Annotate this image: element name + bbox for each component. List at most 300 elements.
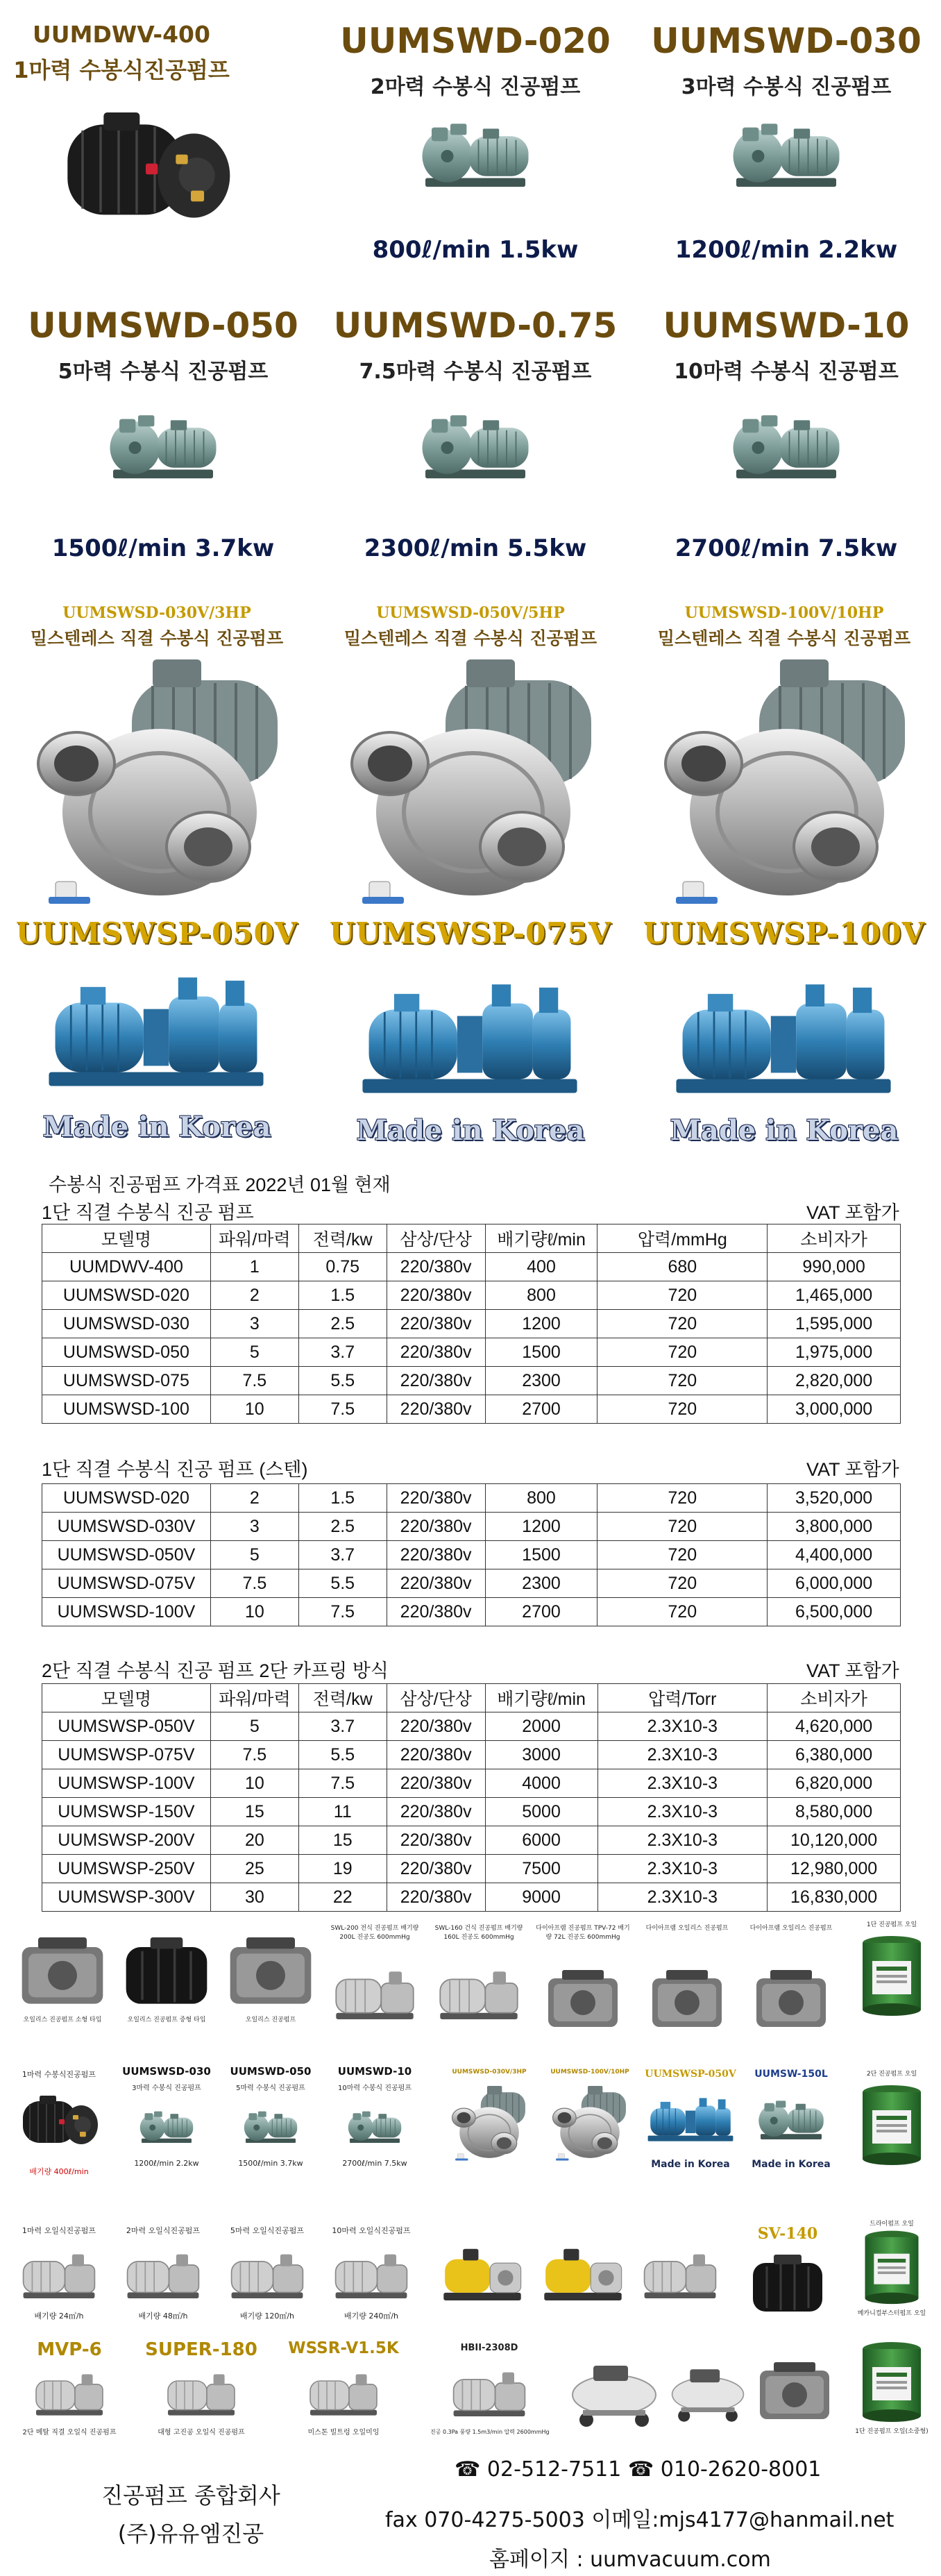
table-cell: 220/380v: [387, 1513, 485, 1541]
table-cell: 7.5: [210, 1367, 298, 1395]
catalog-label: 메카니컬부스터펌프 오일: [857, 2310, 926, 2317]
silver-pump-image: [434, 1958, 524, 2027]
table-cell: 3,800,000: [768, 1513, 901, 1541]
product-model: UUMSWD-030: [651, 21, 922, 61]
catalog-item[interactable]: [10, 2339, 128, 2443]
table-cell: 220/380v: [387, 1855, 485, 1883]
silver-pump-image[interactable]: [638, 2242, 722, 2305]
product-spec: 1500ℓ/min 3.7kw: [51, 534, 275, 562]
table-cell: 220/380v: [387, 1367, 485, 1395]
table-cell: UUMSWSP-150V: [42, 1798, 211, 1826]
catalog-item[interactable]: [14, 1930, 111, 2048]
col-power: 파워/마력: [210, 1224, 298, 1253]
catalog-item[interactable]: [285, 2339, 402, 2443]
table-cell: 1,975,000: [768, 1338, 901, 1367]
price-list-title: 수봉식 진공펌프 가격표 2022년 01월 현재: [49, 1175, 391, 1195]
catalog-item[interactable]: [118, 2221, 208, 2339]
catalog-label: HBII-2308D: [460, 2343, 518, 2353]
table-row: [42, 1598, 901, 1626]
table-cell: UUMSWSD-020: [42, 1281, 211, 1310]
table-cell: 15: [298, 1826, 387, 1855]
catalog-label: SV-140: [757, 2225, 818, 2243]
table-cell: 2.3X10-3: [597, 1741, 768, 1769]
table2-body: [42, 1484, 901, 1626]
oil-bucket-image: [857, 1933, 926, 2017]
table-cell: UUMSWSP-050V: [42, 1712, 211, 1741]
product-card-2[interactable]: [631, 14, 941, 292]
table-cell: 2.3X10-3: [597, 1798, 768, 1826]
table-cell: 2.5: [298, 1513, 387, 1541]
table-cell: 25: [210, 1855, 298, 1883]
two-stage-model: UUMSWSP-100V: [643, 916, 926, 950]
table-cell: 6,380,000: [768, 1741, 901, 1769]
product-model: UUMDWV-400: [33, 21, 210, 48]
table-cell: 5.5: [298, 1367, 387, 1395]
table-cell: UUMSWSD-075V: [42, 1569, 211, 1598]
table-cell: 1200: [485, 1310, 597, 1338]
catalog-label: WSSR-V1.5K: [288, 2339, 399, 2357]
blue-pump-image: [645, 2089, 736, 2152]
catalog-item[interactable]: [430, 1923, 527, 2048]
price-table-2: [42, 1483, 901, 1626]
table3-vat-label: VAT 포함가: [806, 1660, 899, 1681]
made-in-korea-label: Made in Korea: [42, 1111, 271, 1143]
catalog-item[interactable]: [534, 1923, 631, 2048]
product-model: UUMSWD-10: [663, 305, 910, 346]
table-cell: 720: [597, 1598, 768, 1626]
col-model: 모델명: [42, 1684, 211, 1712]
catalog-label: UUMSWSD-030V/3HP: [452, 2069, 527, 2076]
homepage-link[interactable]: 홈페이지 : uumvacuum.com: [489, 2548, 771, 2572]
table-cell: UUMSWSD-100: [42, 1395, 211, 1424]
stainless-model: UUMSWSD-050V/5HP: [376, 604, 565, 622]
table-row: [42, 1769, 901, 1798]
catalog-spec: 배기량 240㎥/h: [344, 2312, 399, 2321]
table-cell: 5: [210, 1712, 298, 1741]
table-row: [42, 1513, 901, 1541]
table-cell: 220/380v: [387, 1395, 485, 1424]
table-cell: 16,830,000: [768, 1883, 901, 1912]
product-card-4[interactable]: [319, 298, 631, 583]
table-cell: 5.5: [298, 1741, 387, 1769]
table-cell: 2.3X10-3: [597, 1712, 768, 1741]
col-price: 소비자가: [768, 1224, 901, 1253]
table-cell: 680: [597, 1253, 768, 1281]
product-spec: 2300ℓ/min 5.5kw: [364, 534, 587, 562]
product-card-0[interactable]: [7, 21, 271, 298]
catalog-label: 오일리스 진공펌프 중형 타입: [127, 2017, 206, 2023]
catalog-row-3: [0, 2221, 941, 2339]
catalog-item[interactable]: [430, 2339, 548, 2443]
product-desc: 3마력 수봉식 진공펌프: [681, 75, 892, 99]
price-table-1: [42, 1224, 901, 1424]
product-model: UUMSWD-0.75: [333, 305, 618, 346]
table-cell: 220/380v: [387, 1281, 485, 1310]
catalog-item[interactable]: [222, 2221, 312, 2339]
table-cell: 6,820,000: [768, 1769, 901, 1798]
catalog-item[interactable]: [847, 1919, 937, 2051]
table-cell: 220/380v: [387, 1310, 485, 1338]
teal-pump-image: [135, 2103, 198, 2152]
table-cell: 2.3X10-3: [597, 1826, 768, 1855]
table-cell: 0.75: [298, 1253, 387, 1281]
product-desc: 5마력 수봉식 진공펌프: [58, 360, 269, 384]
table-cell: 220/380v: [387, 1338, 485, 1367]
table-cell: 1,465,000: [768, 1281, 901, 1310]
grey-pump-image: [222, 1930, 319, 2013]
table-cell: 1.5: [298, 1281, 387, 1310]
teal-pump-image: [239, 2103, 302, 2152]
stainless-card-2[interactable]: [627, 604, 941, 923]
teal-pump-image: [724, 403, 849, 493]
silver-pump-image: [121, 2242, 205, 2305]
teal-pump-image: [413, 403, 538, 493]
table-cell: 220/380v: [387, 1769, 485, 1798]
stainless-pump-image: [451, 2082, 527, 2166]
catalog-sub: 5마력 수봉식 진공펌프: [236, 2085, 305, 2092]
silver-pump-image: [330, 2242, 413, 2305]
company-tagline: 진공펌프 종합회사: [101, 2482, 280, 2509]
table-row: [42, 1712, 901, 1741]
catalog-spec: 배기량 48㎥/h: [138, 2312, 188, 2321]
product-card-5[interactable]: [631, 298, 941, 583]
catalog-sub: 대형 고진공 오일식 진공펌프: [158, 2429, 245, 2436]
catalog-item[interactable]: [638, 1923, 736, 2048]
table-cell: 720: [597, 1395, 768, 1424]
table-cell: 2: [210, 1281, 298, 1310]
catalog-label: UUMSWSD-030: [122, 2065, 211, 2078]
oil-bucket-image: [857, 2228, 926, 2305]
two-stage-card-0[interactable]: [0, 916, 314, 1152]
table-cell: 220/380v: [387, 1598, 485, 1626]
table-row: [42, 1541, 901, 1569]
stainless-card-0[interactable]: [0, 604, 314, 923]
col-power: 파워/마력: [210, 1684, 298, 1712]
two-stage-model: UUMSWSP-050V: [15, 916, 298, 950]
col-phase: 삼상/단상: [387, 1684, 485, 1712]
catalog-item[interactable]: [14, 2221, 104, 2339]
catalog-item[interactable]: [847, 2339, 937, 2443]
catalog-item[interactable]: [121, 2065, 212, 2218]
product-desc: 1마력 수봉식진공펌프: [13, 57, 230, 83]
table-cell: 2300: [485, 1367, 597, 1395]
catalog-spec: 배기량 24㎥/h: [34, 2312, 84, 2321]
teal-pump-image: [344, 2103, 406, 2152]
table-cell: 10: [210, 1769, 298, 1798]
table-cell: 1500: [485, 1338, 597, 1367]
teal-pump-image: [413, 111, 538, 201]
table-row: [42, 1883, 901, 1912]
product-model: UUMSWD-050: [28, 305, 298, 346]
catalog-item[interactable]: [142, 2339, 260, 2443]
catalog-label: 10마력 오일식진공펌프: [332, 2226, 411, 2235]
table-cell: 12,980,000: [768, 1855, 901, 1883]
catalog-made: Made in Korea: [651, 2159, 730, 2170]
catalog-label: 1단 진공펌프 오일(소중형): [855, 2428, 929, 2435]
catalog-item[interactable]: [642, 2065, 739, 2218]
catalog-label: UUMSWD-050: [230, 2065, 312, 2078]
black-pump-image: [118, 1930, 215, 2013]
tank-pump-image[interactable]: [566, 2353, 663, 2430]
phone-numbers[interactable]: ☎ 02-512-7511 ☎ 010-2620-8001: [455, 2457, 822, 2482]
table-cell: 3: [210, 1513, 298, 1541]
stainless-pump-image: [334, 653, 612, 916]
teal-pump-image: [101, 403, 226, 493]
table-cell: 720: [597, 1338, 768, 1367]
table-cell: UUMSWSD-030V: [42, 1513, 211, 1541]
col-price: 소비자가: [768, 1684, 901, 1712]
catalog-spec: 2700ℓ/min 7.5kw: [342, 2159, 407, 2168]
catalog-item[interactable]: [14, 2065, 104, 2218]
catalog-label: 5마력 오일식진공펌프: [230, 2226, 305, 2235]
catalog-label: 2단 진공펌프 오일: [866, 2071, 917, 2078]
table-cell: 3.7: [298, 1541, 387, 1569]
catalog-label: SWL-200 전식 진공펌프 배기량 200L 진공도 600mmHg: [330, 1925, 419, 1941]
catalog-item[interactable]: [847, 2221, 937, 2339]
product-spec: 2700ℓ/min 7.5kw: [675, 534, 898, 562]
table-cell: 9000: [485, 1883, 597, 1912]
catalog-sub: 미스톤 빌트렁 오일미잉: [307, 2429, 380, 2436]
grey-pump-image: [645, 1964, 729, 2034]
silver-pump-image: [17, 2242, 101, 2305]
table-row: [42, 1484, 901, 1513]
yellow-pump-image[interactable]: [437, 2239, 527, 2308]
catalog-sub: 진공 0.3Pa 풍량 1.5m3/min 압력 2600mmHg: [430, 2429, 550, 2435]
table3-body: [42, 1712, 901, 1912]
catalog-item[interactable]: [743, 2065, 840, 2218]
table-cell: 4000: [485, 1769, 597, 1798]
table2-vat-label: VAT 포함가: [806, 1459, 899, 1480]
catalog-item[interactable]: [736, 2221, 840, 2339]
table-cell: UUMSWSD-030: [42, 1310, 211, 1338]
table-cell: 1,595,000: [768, 1310, 901, 1338]
catalog-item[interactable]: [326, 1923, 423, 2048]
table-cell: 7.5: [298, 1769, 387, 1798]
stainless-desc: 밀스텐레스 직결 수봉식 진공펌프: [30, 628, 284, 648]
table-cell: 220/380v: [387, 1798, 485, 1826]
catalog-label: 오일리스 진공펌프 소형 타입: [23, 2017, 102, 2023]
catalog-row-1: [0, 1916, 941, 2055]
table-cell: 2.3X10-3: [597, 1883, 768, 1912]
table-cell: 3.7: [298, 1712, 387, 1741]
catalog-label: UUMSWSD-100V/10HP: [550, 2069, 629, 2076]
table-cell: UUMSWSD-020: [42, 1484, 211, 1513]
table-row: [42, 1569, 901, 1598]
table-cell: 220/380v: [387, 1253, 485, 1281]
company-name: (주)유유엠진공: [117, 2520, 264, 2547]
catalog-item[interactable]: [545, 2069, 635, 2221]
table-cell: 6,000,000: [768, 1569, 901, 1598]
grey-pump-image: [14, 1930, 111, 2013]
table-cell: 7500: [485, 1855, 597, 1883]
table1-heading: 1단 직결 수봉식 진공 펌프: [42, 1202, 254, 1223]
table-cell: 220/380v: [387, 1826, 485, 1855]
black-pump-image: [743, 2249, 833, 2318]
stainless-card-1[interactable]: [314, 604, 627, 923]
table-cell: 720: [597, 1484, 768, 1513]
table-cell: UUMSWSD-100V: [42, 1598, 211, 1626]
catalog-row-2: [0, 2065, 941, 2225]
table-cell: 1.5: [298, 1484, 387, 1513]
col-displacement: 배기량ℓ/min: [485, 1224, 597, 1253]
table-row: [42, 1310, 901, 1338]
table-cell: UUMSWSP-100V: [42, 1769, 211, 1798]
silver-pump-image: [448, 2360, 531, 2423]
table-header-row: [42, 1224, 901, 1253]
col-model: 모델명: [42, 1224, 211, 1253]
table-cell: 990,000: [768, 1253, 901, 1281]
oil-bucket-image: [857, 2339, 926, 2423]
table-cell: 11: [298, 1798, 387, 1826]
table-cell: UUMSWSP-075V: [42, 1741, 211, 1769]
table-cell: 800: [485, 1484, 597, 1513]
table-cell: 10: [210, 1598, 298, 1626]
stainless-pump-image: [21, 653, 298, 916]
catalog-label: 다이아프램 오일리스 진공펌프: [645, 1925, 729, 1932]
product-card-1[interactable]: [319, 14, 631, 292]
catalog-label: 드라이펌프 오일: [870, 2221, 914, 2228]
table-cell: 2700: [485, 1395, 597, 1424]
table-cell: 4,620,000: [768, 1712, 901, 1741]
catalog-label: MVP-6: [37, 2339, 102, 2360]
table-cell: 1200: [485, 1513, 597, 1541]
table-cell: 720: [597, 1569, 768, 1598]
catalog-item[interactable]: [226, 2065, 316, 2218]
fax-email[interactable]: fax 070-4275-5003 이메일:mjs4177@hanmail.net: [385, 2508, 895, 2532]
table-cell: 800: [485, 1281, 597, 1310]
grey-pump-image: [749, 1964, 833, 2034]
table-cell: 2.5: [298, 1310, 387, 1338]
table-cell: 10: [210, 1395, 298, 1424]
table-cell: 6,500,000: [768, 1598, 901, 1626]
table-cell: 5000: [485, 1798, 597, 1826]
yellow-pump-image[interactable]: [538, 2239, 628, 2308]
table-row: [42, 1338, 901, 1367]
silver-pump-image: [302, 2364, 385, 2420]
table-cell: 720: [597, 1367, 768, 1395]
table-cell: UUMSWSP-200V: [42, 1826, 211, 1855]
price-table-3: [42, 1683, 901, 1912]
product-spec: 1200ℓ/min 2.2kw: [675, 236, 898, 264]
col-kw: 전력/kw: [298, 1224, 387, 1253]
silver-pump-image: [28, 2364, 111, 2420]
table-cell: 10,120,000: [768, 1826, 901, 1855]
table-cell: 1500: [485, 1541, 597, 1569]
two-stage-card-1[interactable]: [314, 916, 627, 1152]
table-cell: 20: [210, 1826, 298, 1855]
made-in-korea-label: Made in Korea: [356, 1114, 585, 1147]
table-cell: 22: [298, 1883, 387, 1912]
table-cell: 6000: [485, 1826, 597, 1855]
table-cell: 3,520,000: [768, 1484, 901, 1513]
product-card-3[interactable]: [7, 298, 319, 583]
table-cell: 4,400,000: [768, 1541, 901, 1569]
table1-body: [42, 1253, 901, 1424]
col-phase: 삼상/단상: [387, 1224, 485, 1253]
stainless-pump-image: [552, 2082, 628, 2166]
catalog-item[interactable]: [330, 2065, 420, 2218]
table-cell: 220/380v: [387, 1541, 485, 1569]
catalog-label: SWL-160 건식 진공펌프 배기량 160L 진공도 600mmHg: [434, 1925, 523, 1941]
catalog-label: UUMSW-150L: [754, 2069, 828, 2080]
table-row: [42, 1253, 901, 1281]
table-cell: 220/380v: [387, 1569, 485, 1598]
product-desc: 10마력 수봉식 진공펌프: [674, 360, 899, 384]
col-pressure: 압력/mmHg: [597, 1224, 768, 1253]
table-row: [42, 1798, 901, 1826]
table-cell: 2000: [485, 1712, 597, 1741]
product-model: UUMSWD-020: [340, 21, 611, 61]
catalog-spec: 배기량 400ℓ/min: [29, 2167, 89, 2176]
catalog-label: 1단 진공펌프 오일: [866, 1921, 917, 1928]
table-cell: 3000: [485, 1741, 597, 1769]
catalog-label: 오일리스 진공펌프: [245, 2017, 296, 2023]
catalog-row-4: [0, 2339, 941, 2450]
stainless-pump-image: [648, 653, 926, 916]
table-cell: 1: [210, 1253, 298, 1281]
catalog-label: 2마력 오일식진공펌프: [126, 2226, 201, 2235]
silver-pump-image: [160, 2364, 243, 2420]
table-cell: 8,580,000: [768, 1798, 901, 1826]
table-cell: 720: [597, 1310, 768, 1338]
catalog-label: UUMSWD-10: [337, 2065, 412, 2078]
table-cell: 30: [210, 1883, 298, 1912]
silver-pump-image: [330, 1958, 420, 2027]
table-cell: 7.5: [298, 1395, 387, 1424]
made-in-korea-label: Made in Korea: [670, 1114, 899, 1147]
catalog-sub: 10마력 수봉식 진공펌프: [337, 2085, 412, 2092]
teal-pump-image: [724, 111, 849, 201]
catalog-item[interactable]: [118, 1930, 215, 2048]
catalog-item[interactable]: [222, 1930, 319, 2048]
table-cell: 3: [210, 1310, 298, 1338]
table-cell: 220/380v: [387, 1712, 485, 1741]
catalog-sub: 3마력 수봉식 진공펌프: [132, 2085, 201, 2092]
table-cell: 220/380v: [387, 1741, 485, 1769]
blue-pump-image: [355, 972, 584, 1111]
catalog-spec: 1200ℓ/min 2.2kw: [134, 2159, 199, 2168]
catalog-item[interactable]: [444, 2069, 534, 2221]
table-cell: 720: [597, 1281, 768, 1310]
table-cell: UUMSWSD-050: [42, 1338, 211, 1367]
catalog-spec: 배기량 120㎥/h: [239, 2312, 295, 2321]
two-stage-model: UUMSWSP-075V: [329, 916, 612, 950]
catalog-sub: 2단 메탈 직결 오일식 진공펌프: [22, 2429, 117, 2436]
table-cell: 3.7: [298, 1338, 387, 1367]
table-cell: 7.5: [210, 1569, 298, 1598]
table-cell: UUMSWSD-050V: [42, 1541, 211, 1569]
table-cell: 2: [210, 1484, 298, 1513]
catalog-item[interactable]: [326, 2221, 416, 2339]
col-pressure: 압력/Torr: [597, 1684, 768, 1712]
stainless-model: UUMSWSD-100V/10HP: [684, 604, 884, 622]
catalog-made: Made in Korea: [752, 2159, 831, 2170]
table-cell: 220/380v: [387, 1484, 485, 1513]
tank-pump-image[interactable]: [666, 2353, 749, 2430]
table-cell: 5: [210, 1338, 298, 1367]
catalog-item[interactable]: [743, 1923, 840, 2048]
table-row: [42, 1741, 901, 1769]
table-cell: UUMSWSD-075: [42, 1367, 211, 1395]
silver-pump-image[interactable]: [753, 2353, 836, 2430]
catalog-item[interactable]: [847, 2069, 937, 2221]
two-stage-card-2[interactable]: [627, 916, 941, 1152]
teal-pump-image: [753, 2089, 829, 2152]
stainless-desc: 밀스텐레스 직결 수봉식 진공펌프: [344, 628, 597, 648]
table-cell: 2.3X10-3: [597, 1769, 768, 1798]
table-row: [42, 1395, 901, 1424]
table-cell: 5: [210, 1541, 298, 1569]
